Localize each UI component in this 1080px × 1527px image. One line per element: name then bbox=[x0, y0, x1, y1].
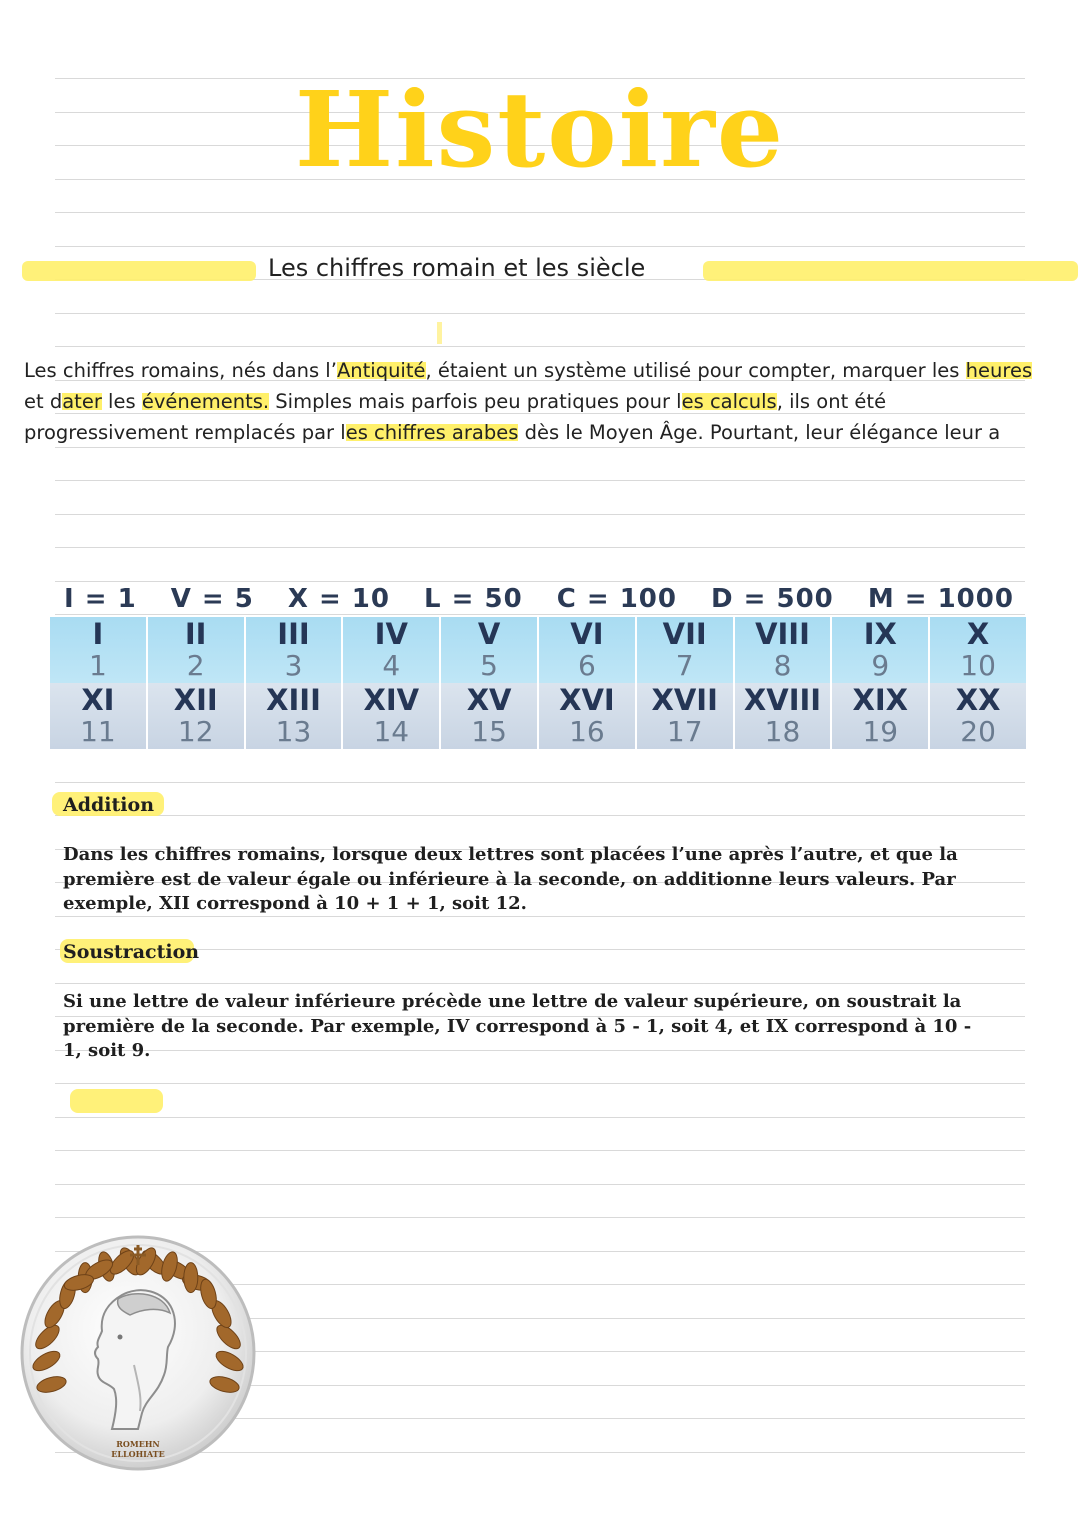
roman-numeral: XVI bbox=[559, 683, 615, 717]
legend-item: D = 500 bbox=[711, 584, 834, 614]
legend-item: C = 100 bbox=[556, 584, 677, 614]
roman-numeral: XIII bbox=[266, 683, 321, 717]
table-cell bbox=[539, 617, 637, 683]
ruled-line bbox=[55, 313, 1025, 314]
table-cell bbox=[735, 683, 833, 749]
ruled-line bbox=[55, 514, 1025, 515]
table-cell bbox=[148, 683, 246, 749]
arabic-number: 1 bbox=[88, 649, 107, 682]
ruled-line bbox=[55, 1184, 1025, 1185]
intro-paragraph bbox=[24, 355, 1044, 448]
arabic-number: 20 bbox=[960, 715, 996, 748]
laurel-leaf bbox=[184, 1263, 198, 1293]
intro-text: Les chiffres romains, nés dans l’ bbox=[24, 359, 337, 382]
arabic-number: 7 bbox=[675, 649, 694, 682]
ruled-line bbox=[55, 815, 1025, 816]
highlighted-term: es chiffres arabes bbox=[345, 421, 519, 444]
legend-item: X = 10 bbox=[287, 584, 390, 614]
roman-numeral: III bbox=[277, 617, 310, 651]
ruled-line bbox=[55, 246, 1025, 247]
addition-heading: Addition bbox=[63, 794, 155, 816]
subtitle-banner bbox=[0, 252, 1080, 288]
arabic-number: 18 bbox=[764, 715, 801, 748]
subtitle: Les chiffres romain et les siècle bbox=[268, 254, 646, 282]
ruled-line bbox=[55, 480, 1025, 481]
ruled-line bbox=[55, 782, 1025, 783]
roman-numeral: X bbox=[966, 617, 990, 651]
roman-numeral: XVII bbox=[651, 683, 718, 717]
table-cell bbox=[441, 617, 539, 683]
table-cell bbox=[50, 617, 148, 683]
addition-text: Dans les chiffres romains, lorsque deux lettres sont placées l’une après l’autre, et que la première est de valeur égale ou inférieure à la seconde, on additionne leurs valeurs. Par exemple, XII correspond à 10 + 1 + 1, soit 12. bbox=[63, 844, 958, 914]
intro-text: dès le Moyen Âge. Pourtant, leur élégance leur a bbox=[518, 421, 1001, 444]
intro-text: et d bbox=[24, 390, 63, 413]
highlighted-term: Antiquité bbox=[336, 359, 426, 382]
arabic-number: 4 bbox=[382, 649, 401, 682]
roman-numeral: XX bbox=[955, 683, 1001, 717]
roman-numeral: VIII bbox=[755, 617, 810, 651]
roman-numeral: XI bbox=[81, 683, 115, 717]
highlighted-term: événements. bbox=[141, 390, 270, 413]
arabic-number: 5 bbox=[480, 649, 498, 682]
table-cell bbox=[637, 683, 735, 749]
roman-numeral: II bbox=[184, 617, 207, 651]
ruled-line bbox=[55, 949, 1025, 950]
legend-item: M = 1000 bbox=[867, 584, 1014, 614]
table-cell bbox=[246, 683, 344, 749]
intro-text: les bbox=[101, 390, 142, 413]
subtitle-highlight-right bbox=[703, 261, 1078, 281]
legend-item: L = 50 bbox=[424, 584, 523, 614]
roman-numeral-table bbox=[50, 617, 1028, 749]
soustraction-text: Si une lettre de valeur inférieure précède une lettre de valeur supérieure, on soustrait la première de la seconde. Par exemple, IV correspond à 5 - 1, soit 4, et IX correspond à 10 - 1, soit 9. bbox=[63, 991, 972, 1061]
ruled-line bbox=[55, 547, 1025, 548]
highlighted-term: es calculs bbox=[681, 390, 777, 413]
intro-text: , étaient un système utilisé pour compter, marquer les bbox=[425, 359, 966, 382]
table-cell bbox=[930, 617, 1028, 683]
table-cell bbox=[832, 683, 930, 749]
arabic-number: 19 bbox=[862, 715, 899, 748]
roman-numeral: VII bbox=[662, 617, 707, 651]
arabic-number: 3 bbox=[284, 649, 303, 682]
table-cell bbox=[343, 683, 441, 749]
roman-numeral: IX bbox=[863, 617, 897, 651]
roman-legend bbox=[50, 582, 1028, 616]
roman-numeral: IV bbox=[374, 617, 408, 651]
ruled-line bbox=[55, 1217, 1025, 1218]
arabic-number: 8 bbox=[773, 649, 792, 682]
ruled-line bbox=[55, 1117, 1025, 1118]
legend-item: V = 5 bbox=[170, 584, 254, 614]
roman-numeral: XVIII bbox=[743, 683, 822, 717]
table-cell bbox=[50, 683, 148, 749]
arabic-number: 12 bbox=[177, 715, 214, 748]
medal-inscription-top: ROMEHN bbox=[116, 1439, 160, 1449]
arabic-number: 17 bbox=[666, 715, 703, 748]
arabic-number: 16 bbox=[569, 715, 605, 748]
roman-numeral: V bbox=[477, 617, 501, 651]
roman-numeral: XV bbox=[466, 683, 512, 717]
arabic-number: 6 bbox=[577, 649, 596, 682]
ruled-line bbox=[55, 346, 1025, 347]
arabic-number: 15 bbox=[471, 715, 507, 748]
highlighted-term: heures bbox=[965, 359, 1033, 382]
soustraction-heading: Soustraction bbox=[63, 941, 200, 963]
highlighted-term: ater bbox=[62, 390, 102, 413]
ruled-line bbox=[55, 983, 1025, 984]
arabic-number: 10 bbox=[960, 649, 996, 682]
table-cell bbox=[832, 617, 930, 683]
arabic-number: 14 bbox=[373, 715, 410, 748]
intro-text: , ils ont été progressivement remplacés par l bbox=[24, 390, 887, 444]
ruled-line bbox=[55, 1150, 1025, 1151]
table-cell bbox=[930, 683, 1028, 749]
ruled-line bbox=[55, 212, 1025, 213]
table-cell bbox=[441, 683, 539, 749]
highlight-mark bbox=[437, 322, 442, 344]
table-cell bbox=[343, 617, 441, 683]
roman-numeral: I bbox=[92, 617, 104, 651]
ruled-line bbox=[55, 1083, 1025, 1084]
empty-highlight bbox=[70, 1089, 163, 1113]
legend-item: I = 1 bbox=[64, 584, 137, 614]
roman-numeral: VI bbox=[570, 617, 604, 651]
arabic-number: 2 bbox=[186, 649, 205, 682]
arabic-number: 9 bbox=[871, 649, 890, 682]
medal-inscription-bottom: ELLOHIATE bbox=[111, 1449, 165, 1459]
roman-numeral: XIV bbox=[363, 683, 420, 717]
intro-text: Simples mais parfois peu pratiques pour l bbox=[269, 390, 682, 413]
roman-numeral: XIX bbox=[852, 683, 909, 717]
page-title: Histoire bbox=[294, 68, 786, 191]
table-cell bbox=[148, 617, 246, 683]
arabic-number: 11 bbox=[80, 715, 116, 748]
table-cell bbox=[637, 617, 735, 683]
arabic-number: 13 bbox=[275, 715, 312, 748]
table-cell bbox=[539, 683, 637, 749]
subtitle-highlight-left bbox=[22, 261, 256, 281]
roman-coin-medal bbox=[18, 1233, 258, 1473]
table-cell bbox=[246, 617, 344, 683]
table-cell bbox=[735, 617, 833, 683]
roman-numeral: XII bbox=[173, 683, 218, 717]
